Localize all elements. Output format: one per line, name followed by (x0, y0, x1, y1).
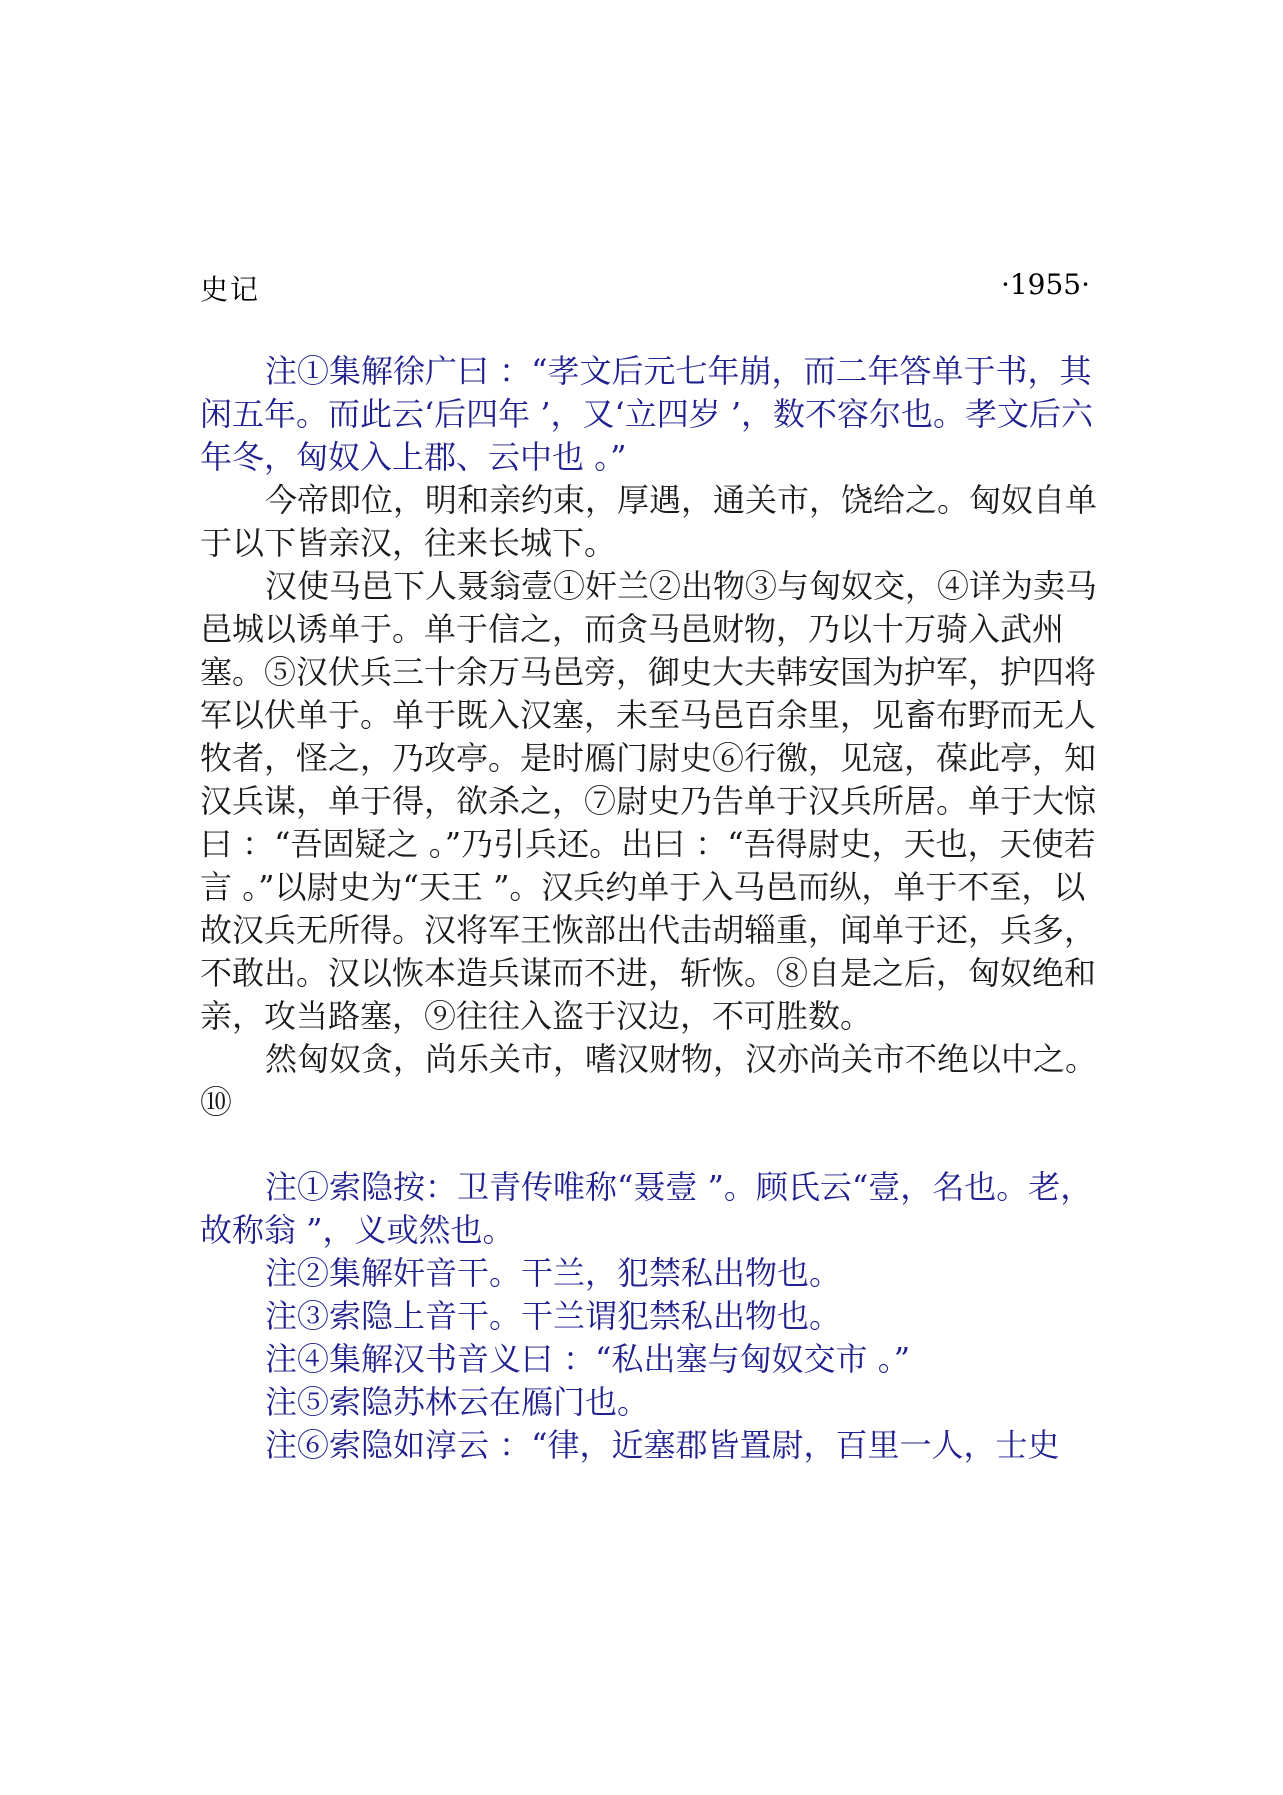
body-paragraph: 今帝即位，明和亲约束，厚遇，通关市，饶给之。匈奴自单于以下皆亲汉，往来长城下。 (200, 481, 1098, 562)
book-title: 史记 (200, 273, 261, 306)
annotation-paragraph: 注④集解汉书音义曰 ：“私出塞与匈奴交市 。” (265, 1340, 911, 1378)
page-header (200, 268, 1090, 308)
body-paragraph: 然匈奴贪，尚乐关市，嗜汉财物，汉亦尚关市不绝以中之。⑩ (200, 1040, 1098, 1121)
annotation-paragraph: 注①索隐按：卫青传唯称“聂壹 ”。顾氏云“壹，名也。老，故称翁 ”，义或然也。 (200, 1168, 1093, 1249)
annotation-paragraph: 注⑥索隐如淳云 ：“律，近塞郡皆置尉，百里一人，士史 (265, 1426, 1060, 1464)
body-paragraph: 汉使马邑下人聂翁壹①奸兰②出物③与匈奴交，④详为卖马邑城以诱单于。单于信之，而贪马邑财物，乃以十万骑入武州塞。⑤汉伏兵三十余万马邑旁，御史大夫韩安国为护军，护四将军以伏单于。单于既入汉塞，未至马邑百余里，见畜布野而无人牧者，怪之，乃攻亭。是时鴈门尉史⑥行徼，见寇，葆此亭，知汉兵谋，单于得，欲杀之，⑦尉史乃告单于汉兵所居。单于大惊曰 ：“吾固疑之 。”乃引兵还。出曰 ：“吾得尉史，天也，天使若言 。”以尉史为“天王 ”。汉兵约单于入马邑而纵，单于不至，以故汉兵无所得。汉将军王恢部出代击胡辎重，闻单于还，兵多，不敢出。汉以恢本造兵谋而不进，斩恢。⑧自是之后，匈奴绝和亲，攻当路塞，⑨往往入盗于汉边，不可胜数。 (200, 567, 1098, 1035)
page-number: ·1955· (1000, 268, 1090, 301)
section-gap (200, 1124, 1100, 1166)
annotation-paragraph: 注③索隐上音干。干兰谓犯禁私出物也。 (265, 1297, 842, 1335)
annotation-paragraph: 注②集解奸音干。干兰，犯禁私出物也。 (265, 1254, 842, 1292)
page-content (200, 350, 1100, 1467)
annotation-paragraph: 注⑤索隐苏林云在鴈门也。 (265, 1383, 650, 1421)
annotation-paragraph: 注①集解徐广曰 ：“孝文后元七年崩，而二年答单于书，其闲五年。而此云‘后四年 ’，又‘立四岁 ’，数不容尔也。孝文后六年冬，匈奴入上郡、云中也 。” (200, 352, 1094, 476)
